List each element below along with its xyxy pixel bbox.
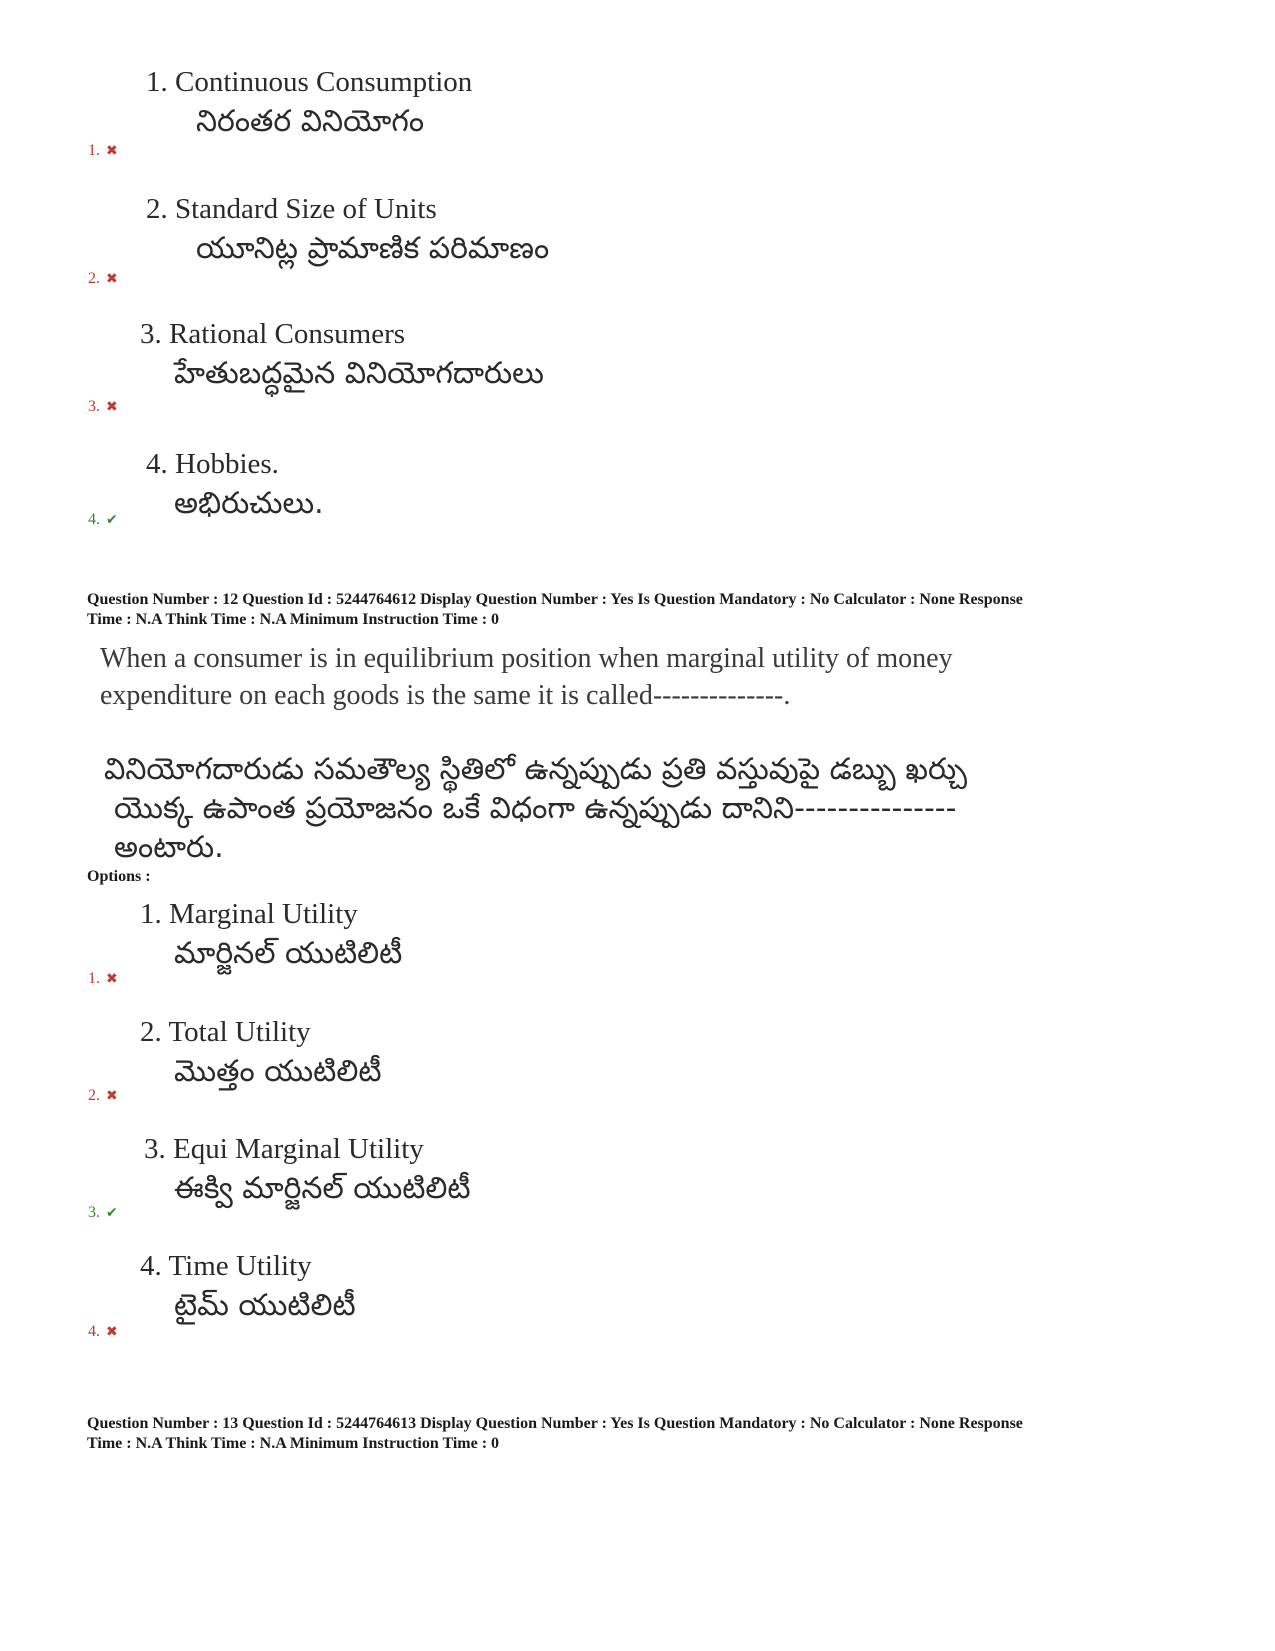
- question-text-english-line2: expenditure on each goods is the same it is called--------------.: [100, 680, 791, 711]
- option-1-marker: [88, 142, 118, 160]
- option-number: 4.: [88, 511, 100, 528]
- question-text-english: [100, 640, 1180, 714]
- option-3-english: 3. Rational Consumers: [140, 318, 406, 350]
- option-4-marker: [88, 511, 118, 529]
- option-3-marker: [88, 398, 118, 416]
- q12-option-3-telugu: ఈక్వి మార్జినల్ యుటిలిటీ: [174, 1171, 471, 1206]
- wrong-icon: ✖: [106, 971, 118, 987]
- question-text-telugu-line2: యొక్క ఉపాంత ప్రయోజనం ఒకే విధంగా ఉన్నప్పుడు దానిని---------------: [114, 791, 957, 826]
- option-number: 1.: [88, 970, 100, 987]
- option-number: 2.: [88, 1087, 100, 1104]
- wrong-icon: ✖: [106, 271, 118, 287]
- option-2-english: 2. Standard Size of Units: [146, 193, 437, 225]
- option-number: 3.: [88, 1204, 100, 1221]
- q12-option-1-english: 1. Marginal Utility: [140, 898, 358, 930]
- question-text-telugu-line1: వినియోగదారుడు సమతౌల్య స్థితిలో ఉన్నప్పుడు ప్రతి వస్తువుపై డబ్బు ఖర్చు: [104, 752, 968, 787]
- question-text-telugu-line3: అంటారు.: [114, 830, 224, 865]
- question-text-telugu: [104, 750, 1204, 867]
- option-number: 1.: [88, 142, 100, 159]
- options-label: Options :: [87, 868, 151, 885]
- q12-option-3-english: 3. Equi Marginal Utility: [144, 1133, 424, 1165]
- check-icon: ✔: [106, 512, 118, 528]
- option-number: 3.: [88, 398, 100, 415]
- q12-option-1-telugu: మార్జినల్ యుటిలిటీ: [174, 936, 403, 971]
- q12-option-4-telugu: టైమ్ యుటిలిటీ: [174, 1288, 356, 1323]
- option-number: 2.: [88, 270, 100, 287]
- question-meta-line2: Time : N.A Think Time : N.A Minimum Instruction Time : 0: [87, 1435, 500, 1452]
- q12-option-4-english: 4. Time Utility: [140, 1250, 312, 1282]
- wrong-icon: ✖: [106, 143, 118, 159]
- check-icon: ✔: [106, 1205, 118, 1221]
- question-text-english-line1: When a consumer is in equilibrium position when marginal utility of money: [100, 643, 953, 674]
- option-3-telugu: హేతుబద్ధమైన వినియోగదారులు: [174, 356, 544, 391]
- q12-option-2-english: 2. Total Utility: [140, 1016, 311, 1048]
- option-1-english: 1. Continuous Consumption: [146, 66, 473, 98]
- q12-option-1-marker: [88, 970, 118, 988]
- wrong-icon: ✖: [106, 399, 118, 415]
- question-meta-line1: Question Number : 13 Question Id : 5244764613 Display Question Number : Yes Is Question Mandatory : No Calculator : None Response: [87, 1415, 1023, 1432]
- option-4-english: 4. Hobbies.: [146, 448, 279, 480]
- q12-option-4-marker: [88, 1323, 118, 1341]
- wrong-icon: ✖: [106, 1088, 118, 1104]
- q12-option-2-marker: [88, 1087, 118, 1105]
- q12-option-3-marker: [88, 1204, 118, 1222]
- option-2-marker: [88, 270, 118, 288]
- question-meta-line1: Question Number : 12 Question Id : 5244764612 Display Question Number : Yes Is Question Mandatory : No Calculator : None Response: [87, 591, 1023, 608]
- option-1-telugu: నిరంతర వినియోగం: [196, 104, 425, 139]
- q12-option-2-telugu: మొత్తం యుటిలిటీ: [174, 1054, 382, 1089]
- option-2-telugu: యూనిట్ల ప్రామాణిక పరిమాణం: [196, 231, 550, 266]
- option-4-telugu: అభిరుచులు.: [174, 486, 324, 521]
- wrong-icon: ✖: [106, 1324, 118, 1340]
- option-number: 4.: [88, 1323, 100, 1340]
- question-meta-line2: Time : N.A Think Time : N.A Minimum Instruction Time : 0: [87, 611, 500, 628]
